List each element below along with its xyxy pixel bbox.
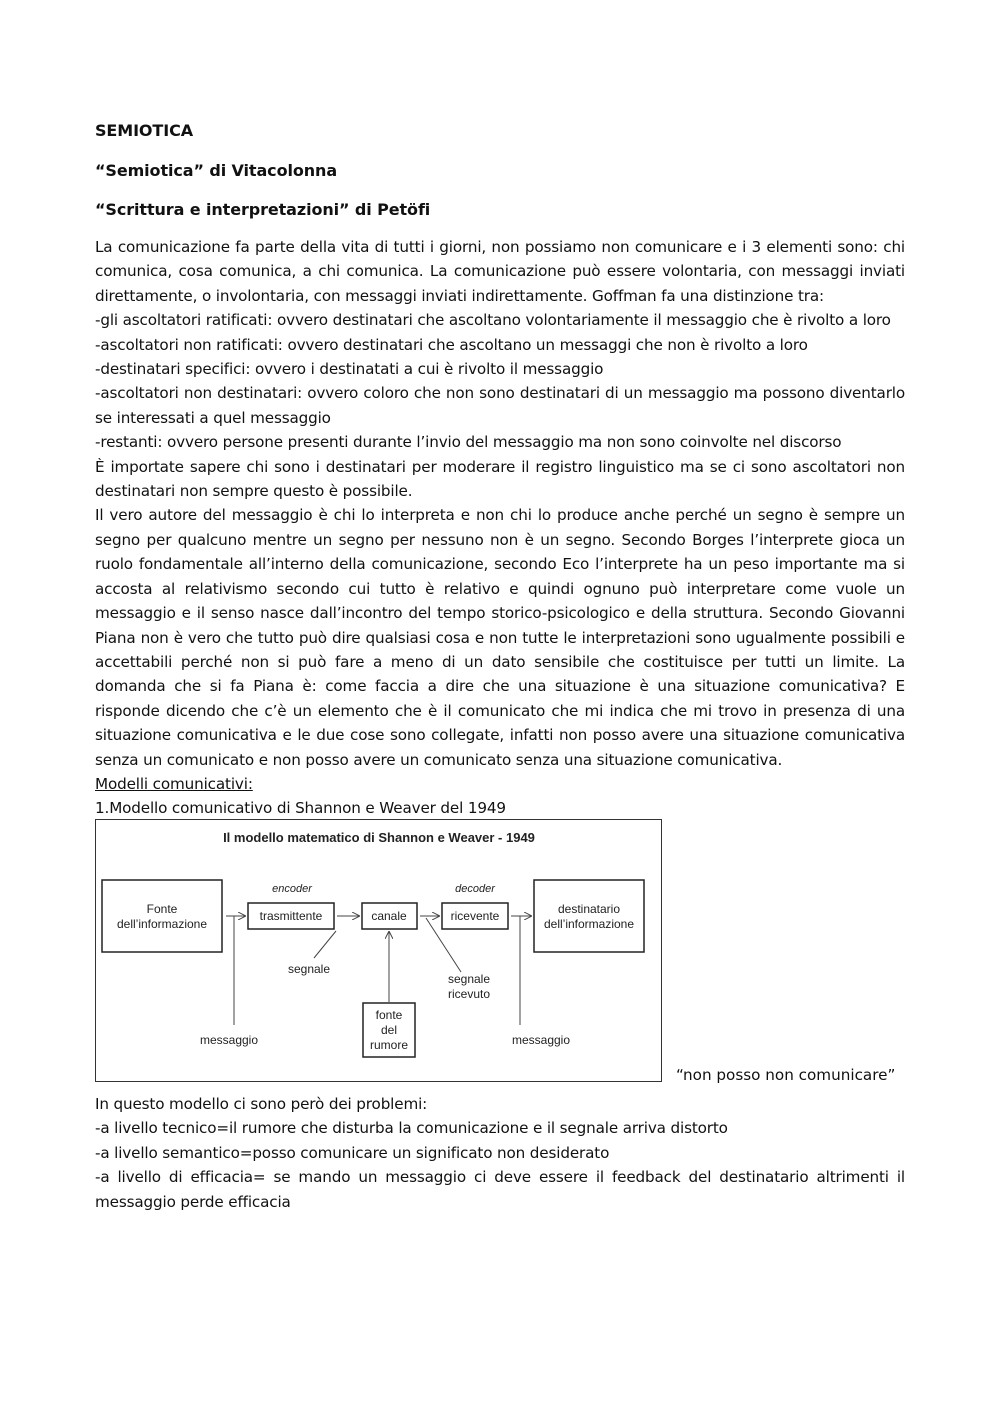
received-signal-label: ricevuto [447, 987, 491, 1001]
list-item: -restanti: ovvero persone presenti durante l’invio del messaggio ma non sono coinvolte nel discorso [95, 433, 842, 452]
list-item: -ascoltatori non destinatari: ovvero coloro che non sono destinatari di un messaggio ma possono diventarlo se interessati a quel messaggio [95, 384, 905, 427]
received-signal-label: segnale [447, 972, 491, 986]
paragraph-intro: La comunicazione fa parte della vita di tutti i giorni, non possiamo non comunicare e i 3 elementi sono: chi comunica, cosa comunica, a chi comunica. La comunicazione può essere volontaria, con messaggi inviati direttamente, o involontaria, con messaggi inviati indirettamente. Goffman fa una distinzione tra: [95, 238, 905, 305]
transmitter-label: trasmittente [259, 909, 323, 923]
model-title: 1.Modello comunicativo di Shannon e Weaver del 1949 [95, 799, 506, 818]
book-reference-1: “Semiotica” di Vitacolonna [95, 161, 338, 180]
list-item: -a livello di efficacia= se mando un messaggio ci deve essere il feedback del destinatario altrimenti il messaggio perde efficacia [95, 1168, 905, 1211]
source-label: Fonte [146, 902, 178, 916]
shannon-weaver-diagram [95, 819, 662, 1082]
channel-label: canale [371, 909, 407, 923]
main-text [95, 235, 905, 821]
source-box [102, 880, 222, 952]
list-item: -destinatari specifici: ovvero i destinatati a cui è rivolto il messaggio [95, 360, 604, 379]
list-item: -a livello tecnico=il rumore che disturba la comunicazione e il segnale arriva distorto [95, 1119, 728, 1138]
destination-box [534, 880, 644, 952]
signal-pointer [314, 931, 336, 958]
destination-label: destinatario [557, 902, 621, 916]
list-item: -ascoltatori non ratificati: ovvero destinatari che ascoltano un messaggi che non è rivolto a loro [95, 335, 808, 354]
paragraph-interpretation: Il vero autore del messaggio è chi lo interpreta e non chi lo produce anche perché un segno è sempre un segno per qualcuno mentre un segno per nessuno non è un segno. Secondo Borges l’interprete gioca un ruolo fondamentale all’interno della comunicazione, secondo Eco l’interprete ha un peso importante ma si accosta al relativismo secondo cui tutto è relativo e quindi ognuno può interpretare come vuole un messaggio e il senso nasce dall’incontro del tempo storico-psicologico e della struttura. Secondo Giovanni Piana non è vero che tutto può dire qualsiasi cosa e non tutte le interpretazioni sono ugualmente possibili e accettabili perché non si può fare a meno di un dato sensibile che costituisce per tutti un limite. La domanda che si fa Piana è: come faccia a dire che una situazione è una situazione comunicativa? E risponde dicendo che c’è un elemento che è il comunicato che mi indica che mi trovo in presenza di una situazione comunicativa e le due cose sono collegate, infatti non posso avere una situazione comunicativa senza un comunicato e non posso avere un comunicato senza una situazione comunicativa. [95, 506, 905, 769]
decoder-label: decoder [455, 883, 495, 895]
section-heading-models: Modelli comunicativi: [95, 774, 253, 793]
encoder-label: encoder [272, 883, 312, 895]
message-label-right: messaggio [511, 1033, 571, 1047]
destination-label: dell’informazione [543, 917, 635, 931]
noise-label: rumore [369, 1038, 409, 1052]
page-title: SEMIOTICA [95, 121, 194, 140]
message-label-left: messaggio [199, 1033, 259, 1047]
list-item: -a livello semantico=posso comunicare un significato non desiderato [95, 1143, 610, 1162]
problems-section [95, 1092, 905, 1214]
paragraph-recipients: È importate sapere chi sono i destinatari per moderare il registro linguistico ma se ci sono ascoltatori non destinatari non sempre questo è possibile. [95, 457, 905, 501]
receiver-label: ricevente [450, 909, 500, 923]
noise-label: del [380, 1023, 398, 1037]
diagram-title: Il modello matematico di Shannon e Weaver - 1949 [223, 830, 535, 845]
side-quote: “non posso non comunicare” [676, 1066, 896, 1084]
source-label: dell’informazione [116, 917, 208, 931]
list-item: -gli ascoltatori ratificati: ovvero destinatari che ascoltano volontariamente il messaggio che è rivolto a loro [95, 311, 891, 330]
signal-label: segnale [287, 962, 331, 976]
book-reference-2: “Scrittura e interpretazioni” di Petöfi [95, 200, 431, 219]
problems-intro: In questo modello ci sono però dei problemi: [95, 1095, 428, 1113]
noise-label: fonte [375, 1008, 403, 1022]
